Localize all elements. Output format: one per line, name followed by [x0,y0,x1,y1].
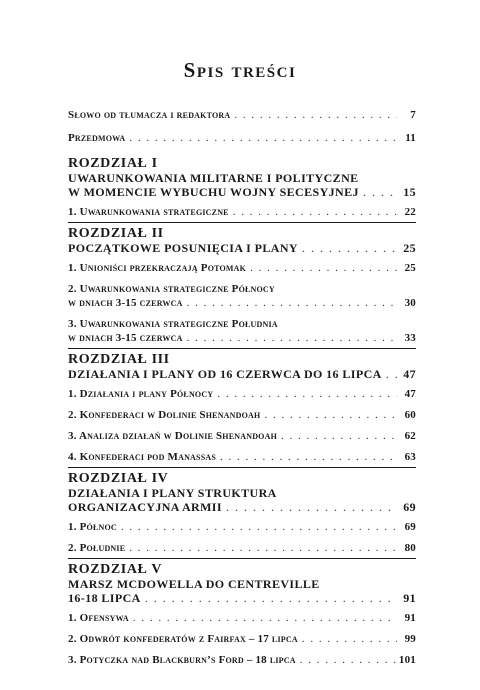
toc-entry[interactable] [68,387,416,401]
page-number: 22 [404,206,416,218]
dot-leader [264,408,397,422]
entry-label: 4. Konfederaci pod Manassas [68,451,216,463]
entry-label: Słowo od tłumacza i redaktora [68,109,231,121]
dot-leader [129,131,397,145]
chapter-title-entry[interactable] [68,185,416,199]
toc-entry[interactable] [68,131,416,145]
entry-label: 1. Unioniści przekraczają Potomak [68,262,247,274]
page-title: Spis treści [183,58,297,82]
toc-entry[interactable] [68,261,416,275]
page-number: 11 [405,132,416,144]
toc-entry[interactable] [68,450,416,464]
dot-leader [129,541,397,555]
page-number: 99 [404,633,416,645]
page-number: 33 [404,332,416,344]
entry-label: 2. Uwarunkowania strategiczne Północy [68,283,275,295]
dot-leader [187,296,397,310]
entry-label: w dniach 3-15 czerwca [68,332,183,344]
page-number: 62 [404,430,416,442]
dot-leader [133,611,397,625]
chapter-heading: ROZDZIAŁ III [68,352,170,367]
chapter-title-line: DZIAŁANIA I PLANY STRUKTURA [68,486,277,500]
chapter-title-entry[interactable] [68,591,416,605]
toc-entry[interactable] [68,331,416,345]
toc-entry[interactable] [68,205,416,219]
entry-label: 2. Odwrót konfederatów z Fairfax – 17 lipca [68,633,298,645]
page-number: 60 [404,409,416,421]
chapter-title-line: DZIAŁANIA I PLANY OD 16 CZERWCA DO 16 LIPCA [68,367,382,381]
toc-entry[interactable] [68,429,416,443]
entry-label: 3. Uwarunkowania strategiczne Południa [68,318,278,330]
dot-leader [234,108,397,122]
chapter-title-line: MARSZ MCDOWELLA DO CENTREVILLE [68,577,320,591]
entry-label: 2. Konfederaci w Dolinie Shenandoah [68,409,261,421]
dot-leader [233,205,397,219]
dot-leader [121,520,397,534]
page-number: 30 [404,297,416,309]
entry-label: 1. Północ [68,521,117,533]
toc-entry[interactable] [68,541,416,555]
dot-leader [217,387,397,401]
chapter-title-line: 16-18 LIPCA [68,591,141,605]
chapter-title-line: UWARUNKOWANIA MILITARNE I POLITYCZNE [68,171,359,185]
entry-label: 2. Południe [68,542,126,554]
dot-leader [363,185,397,199]
entry-label: 3. Analiza działań w Dolinie Shenandoah [68,430,277,442]
page-number: 91 [403,591,416,605]
dot-leader [187,331,397,345]
dot-leader [250,261,397,275]
page-number: 101 [398,654,416,666]
toc-entry[interactable] [68,108,416,122]
table-of-contents [68,108,416,667]
toc-entry[interactable] [68,653,416,667]
dot-leader [302,632,397,646]
chapter-title-line: ORGANIZACYJNA ARMII [68,500,222,514]
page-number: 47 [404,388,416,400]
chapter-heading: ROZDZIAŁ V [68,562,163,577]
entry-label: w dniach 3-15 czerwca [68,297,183,309]
entry-label: Przedmowa [68,132,126,144]
dot-leader [145,591,397,605]
toc-entry[interactable] [68,520,416,534]
dot-leader [281,429,397,443]
page-number: 47 [403,367,416,381]
chapter-title-line: POCZĄTKOWE POSUNIĘCIA I PLANY [68,241,298,255]
dot-leader [386,367,397,381]
entry-label: 1. Uwarunkowania strategiczne [68,206,229,218]
entry-label: 1. Ofensywa [68,612,129,624]
page-number: 69 [404,521,416,533]
dot-leader [300,653,396,667]
page-number: 25 [403,241,416,255]
toc-entry[interactable] [68,296,416,310]
toc-entry[interactable] [68,408,416,422]
toc-entry[interactable] [68,611,416,625]
chapter-heading: ROZDZIAŁ IV [68,471,169,486]
page-number: 63 [404,451,416,463]
dot-leader [302,241,397,255]
page-number: 91 [404,612,416,624]
entry-label: 3. Potyczka nad Blackburn’s Ford – 18 lipca [68,654,296,666]
toc-entry[interactable] [68,632,416,646]
dot-leader [226,500,397,514]
page-number: 80 [404,542,416,554]
chapter-title-entry[interactable] [68,500,416,514]
entry-label: 1. Działania i plany Północy [68,388,214,400]
chapter-title-entry[interactable] [68,367,416,381]
chapter-heading: ROZDZIAŁ II [68,226,164,241]
page-number: 25 [404,262,416,274]
chapter-title-line: W MOMENCIE WYBUCHU WOJNY SECESYJNEJ [68,185,359,199]
page-number: 69 [403,500,416,514]
page-number: 15 [403,185,416,199]
page-number: 7 [410,109,416,121]
chapter-title-entry[interactable] [68,241,416,255]
dot-leader [220,450,397,464]
chapter-heading: ROZDZIAŁ I [68,156,158,171]
